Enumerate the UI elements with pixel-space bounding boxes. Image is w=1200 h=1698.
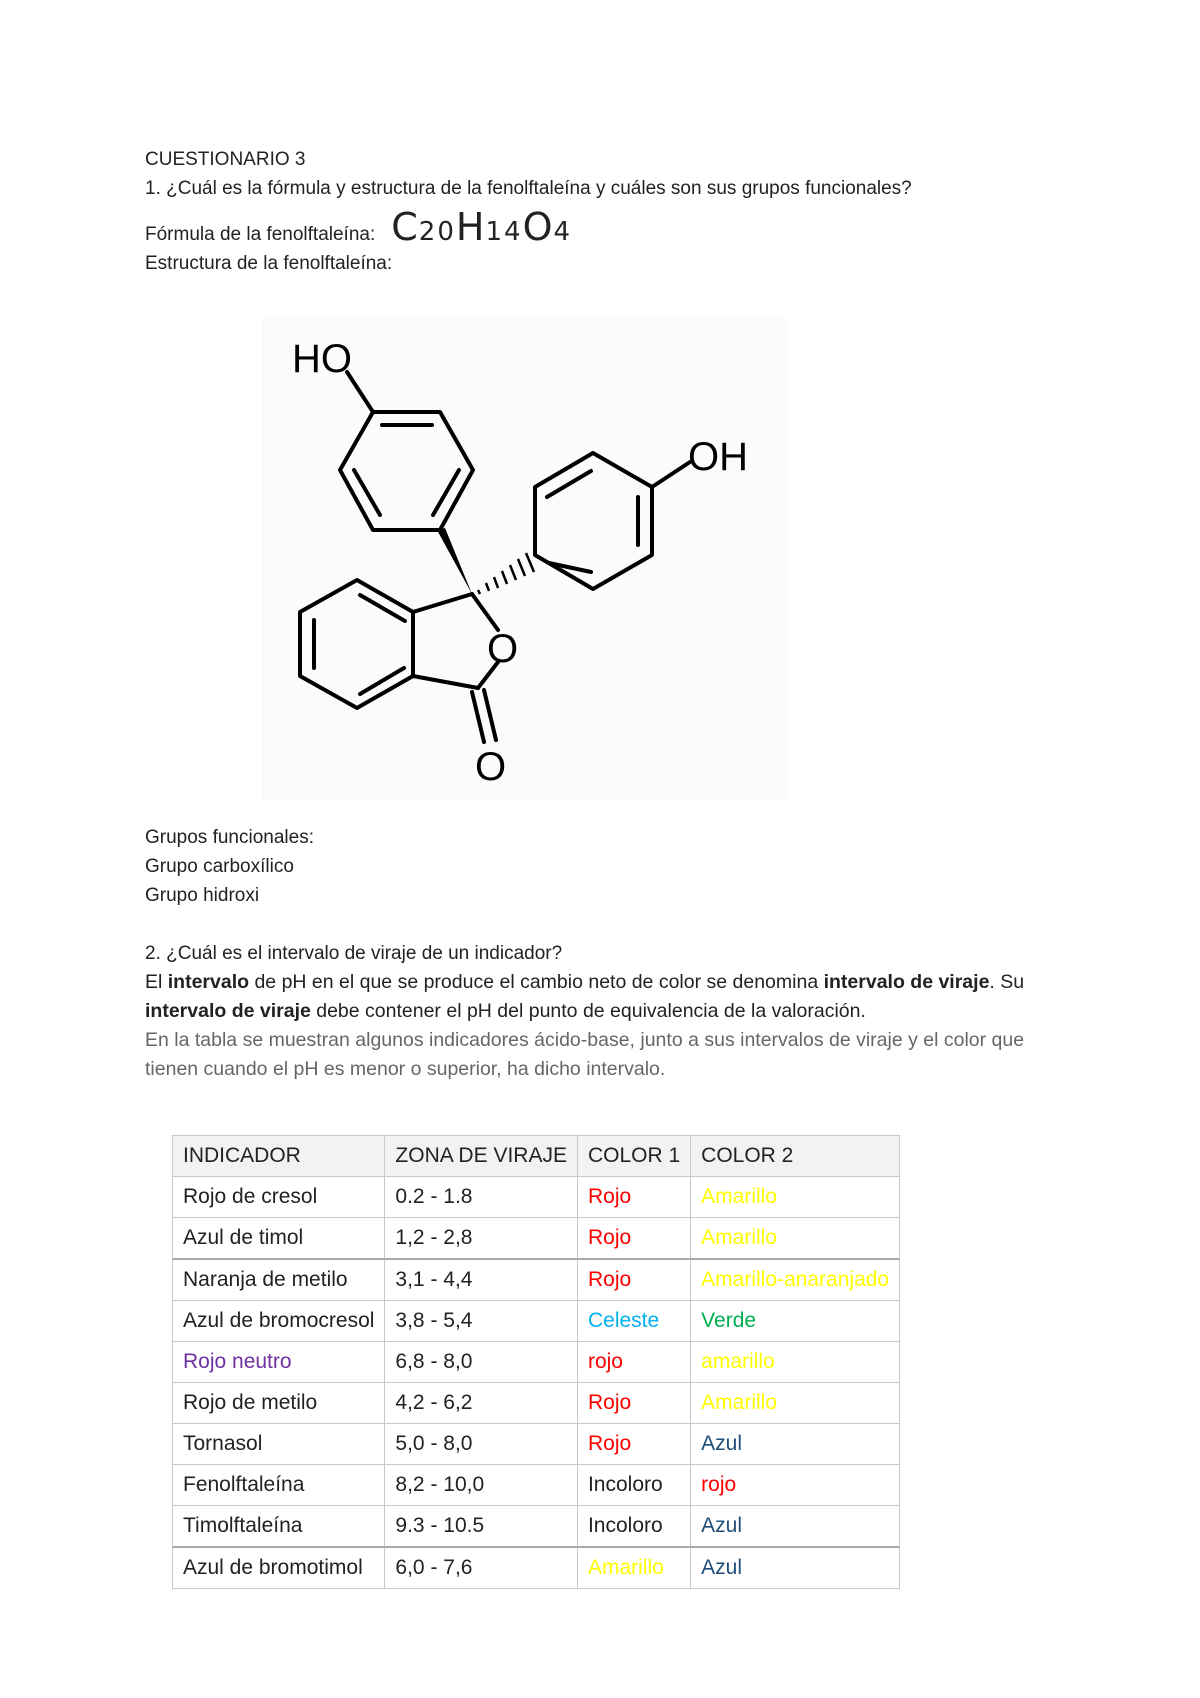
header-color1: COLOR 1: [577, 1136, 690, 1177]
cell-range: 9.3 - 10.5: [385, 1506, 578, 1548]
cell-color2: amarillo: [691, 1342, 900, 1383]
cell-indicator: Timolftaleína: [173, 1506, 385, 1548]
document-title: CUESTIONARIO 3: [145, 149, 306, 170]
table-row: [173, 1547, 900, 1589]
ring-o-label: O: [487, 627, 519, 671]
group-item-1: Grupo carboxílico: [145, 856, 294, 877]
cell-color2: Amarillo-anaranjado: [691, 1259, 900, 1301]
cell-color1: Rojo: [577, 1259, 690, 1301]
cell-indicator: Rojo de metilo: [173, 1383, 385, 1424]
cell-color2: Azul: [691, 1547, 900, 1589]
cell-color2: rojo: [691, 1465, 900, 1506]
formula-h-count: 14: [485, 217, 523, 247]
p1-text-3: . Su: [989, 971, 1025, 993]
cell-range: 8,2 - 10,0: [385, 1465, 578, 1506]
p1-text-2: de pH en el que se produce el cambio neto de color se denomina: [249, 971, 824, 993]
cell-indicator: Rojo neutro: [173, 1342, 385, 1383]
indicator-table: [172, 1135, 900, 1589]
carbonyl-o-label: O: [475, 745, 507, 789]
cell-color1: Incoloro: [577, 1465, 690, 1506]
formula-line: [145, 205, 1065, 249]
formula-o-count: 4: [553, 217, 573, 247]
header-indicador: INDICADOR: [173, 1136, 385, 1177]
content-block: [145, 823, 1075, 1084]
cell-indicator: Azul de bromotimol: [173, 1547, 385, 1589]
cell-range: 3,1 - 4,4: [385, 1259, 578, 1301]
cell-color1: rojo: [577, 1342, 690, 1383]
ho-label: HO: [292, 337, 352, 381]
header-color2: COLOR 2: [691, 1136, 900, 1177]
formula-c: C: [391, 205, 419, 249]
cell-range: 6,8 - 8,0: [385, 1342, 578, 1383]
cell-color1: Amarillo: [577, 1547, 690, 1589]
viraje-paragraph: [145, 968, 1075, 1026]
cell-indicator: Fenolftaleína: [173, 1465, 385, 1506]
oh-label: OH: [688, 435, 748, 479]
spacer: [145, 910, 1075, 939]
p1-bold-2: intervalo de viraje: [823, 971, 990, 993]
table-header-row: [173, 1136, 900, 1177]
cell-color1: Incoloro: [577, 1506, 690, 1548]
groups-title: Grupos funcionales:: [145, 827, 314, 848]
table-row: [173, 1383, 900, 1424]
cell-color2: Azul: [691, 1424, 900, 1465]
cell-range: 3,8 - 5,4: [385, 1301, 578, 1342]
phenolphthalein-structure: [262, 318, 787, 800]
cell-color1: Celeste: [577, 1301, 690, 1342]
question-2: 2. ¿Cuál es el intervalo de viraje de un indicador?: [145, 943, 563, 964]
document-page: [145, 145, 1065, 278]
table-row: [173, 1301, 900, 1342]
table-row: [173, 1506, 900, 1548]
table-row: [173, 1177, 900, 1218]
cell-indicator: Naranja de metilo: [173, 1259, 385, 1301]
formula-label: Fórmula de la fenolftaleína:: [145, 224, 376, 245]
table-row: [173, 1424, 900, 1465]
cell-color1: Rojo: [577, 1383, 690, 1424]
formula-h: H: [455, 205, 486, 249]
structure-label: Estructura de la fenolftaleína:: [145, 253, 393, 274]
cell-color2: Amarillo: [691, 1383, 900, 1424]
cell-color2: Amarillo: [691, 1218, 900, 1260]
chemical-formula: [391, 205, 572, 249]
cell-range: 5,0 - 8,0: [385, 1424, 578, 1465]
question-1: 1. ¿Cuál es la fórmula y estructura de la fenolftaleína y cuáles son sus grupos funcionales?: [145, 178, 912, 199]
header-zona: ZONA DE VIRAJE: [385, 1136, 578, 1177]
p1-bold-3: intervalo de viraje: [145, 1000, 311, 1022]
cell-color1: Rojo: [577, 1424, 690, 1465]
table-row: [173, 1342, 900, 1383]
cell-range: 0.2 - 1.8: [385, 1177, 578, 1218]
structure-background: [262, 318, 787, 800]
cell-indicator: Azul de timol: [173, 1218, 385, 1260]
cell-color2: Amarillo: [691, 1177, 900, 1218]
cell-range: 6,0 - 7,6: [385, 1547, 578, 1589]
table-row: [173, 1218, 900, 1260]
cell-range: 4,2 - 6,2: [385, 1383, 578, 1424]
cell-color1: Rojo: [577, 1218, 690, 1260]
table-row: [173, 1465, 900, 1506]
p1-text-4: debe contener el pH del punto de equivalencia de la valoración.: [310, 1000, 866, 1022]
table-row: [173, 1259, 900, 1301]
cell-color2: Verde: [691, 1301, 900, 1342]
cell-indicator: Tornasol: [173, 1424, 385, 1465]
cell-indicator: Rojo de cresol: [173, 1177, 385, 1218]
cell-range: 1,2 - 2,8: [385, 1218, 578, 1260]
cell-indicator: Azul de bromocresol: [173, 1301, 385, 1342]
group-item-2: Grupo hidroxi: [145, 885, 260, 906]
cell-color1: Rojo: [577, 1177, 690, 1218]
p1-text-1: El: [145, 971, 168, 993]
p1-bold-1: intervalo: [167, 971, 250, 993]
cell-color2: Azul: [691, 1506, 900, 1548]
formula-o: O: [522, 205, 554, 249]
table-intro-paragraph: En la tabla se muestran algunos indicadores ácido-base, junto a sus intervalos de viraje y el color que tienen cuando el pH es menor o superior, ha dicho intervalo.: [145, 1029, 1025, 1080]
formula-c-count: 20: [418, 217, 456, 247]
